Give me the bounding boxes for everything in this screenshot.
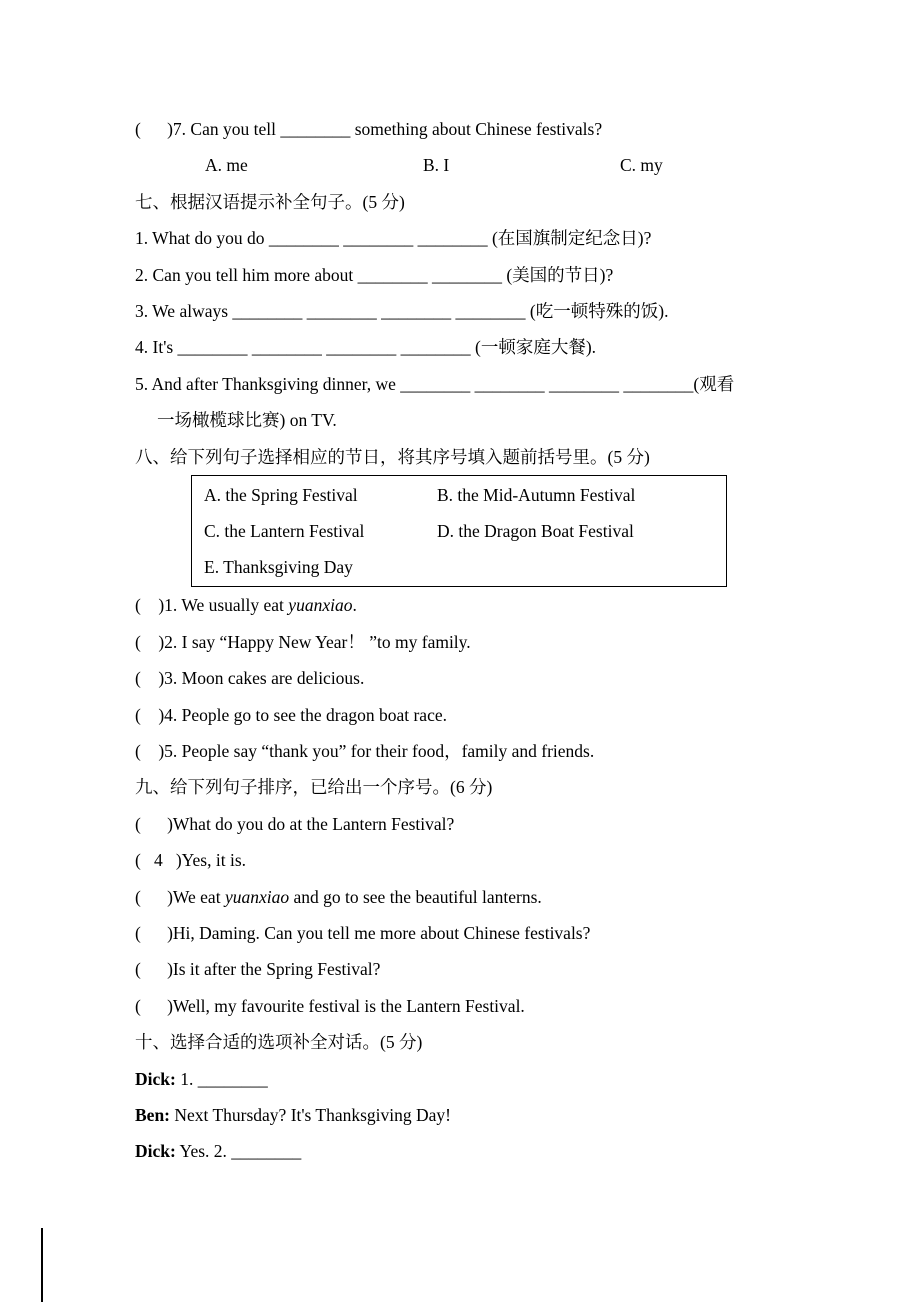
section-9-heading: 九、给下列句子排序，已给出一个序号。(6 分): [135, 777, 493, 798]
question-7-option-c: C. my: [620, 155, 663, 176]
section-7-item-1: 1. What do you do ________ ________ ________ (在国旗制定纪念日)?: [135, 228, 652, 249]
dialogue-1-text: 1. ________: [175, 1068, 268, 1089]
section-9-item-2: ( 4 )Yes, it is.: [135, 850, 247, 871]
section-9-item-3-text: ( )We eat: [135, 886, 225, 907]
dialogue-3-speaker: Dick:: [135, 1141, 176, 1162]
dialogue-2-text: Next Thursday? It's Thanksgiving Day!: [170, 1104, 451, 1125]
section-7-item-3: 3. We always ________ ________ ________ ________ (吃一顿特殊的饭).: [135, 300, 669, 321]
yuanxiao-italic-2: yuanxiao: [224, 886, 290, 907]
section-8-item-4: ( )4. People go to see the dragon boat race.: [135, 704, 447, 725]
section-9-item-5: ( )Is it after the Spring Festival?: [135, 959, 381, 980]
section-7-item-2: 2. Can you tell him more about ________ ________ (美国的节日)?: [135, 264, 614, 285]
section-9-item-1: ( )What do you do at the Lantern Festival?: [135, 813, 455, 834]
page-edge-line: [41, 1228, 43, 1302]
section-8-item-3: ( )3. Moon cakes are delicious.: [135, 668, 365, 689]
section-9-item-3: [135, 879, 920, 915]
section-8-item-5: ( )5. People say “thank you” for their food，family and friends.: [135, 741, 595, 762]
dialogue-3-text: Yes. 2. ________: [175, 1141, 302, 1162]
section-8-item-1: [135, 587, 920, 623]
section-7-item-4: 4. It's ________ ________ ________ ________ (一顿家庭大餐).: [135, 337, 597, 358]
festival-option-c: C. the Lantern Festival: [204, 521, 365, 542]
question-7-option-b: B. I: [423, 155, 450, 176]
festival-option-b: B. the Mid-Autumn Festival: [437, 484, 636, 505]
section-8-heading: 八、给下列句子选择相应的节日，将其序号填入题前括号里。(5 分): [135, 446, 650, 467]
section-8-item-1-punct: .: [352, 595, 357, 616]
question-7-option-a: A. me: [205, 155, 248, 176]
section-8-item-1-text: ( )1. We usually eat: [135, 595, 289, 616]
section-10-heading: 十、选择合适的选项补全对话。(5 分): [135, 1032, 423, 1053]
festival-options-box: [191, 475, 727, 588]
festival-option-e: E. Thanksgiving Day: [204, 557, 353, 578]
dialogue-line-1: [135, 1061, 920, 1097]
festival-option-a: A. the Spring Festival: [204, 484, 358, 505]
section-9-item-4: ( )Hi, Daming. Can you tell me more about Chinese festivals?: [135, 922, 591, 943]
question-7-options: [135, 147, 920, 183]
festival-options-row-1: [204, 477, 726, 513]
exam-page: [135, 111, 920, 1170]
section-7-item-5-continuation: 一场橄榄球比赛) on TV.: [157, 410, 337, 431]
section-9-item-3-rest: and go to see the beautiful lanterns.: [289, 886, 542, 907]
dialogue-2-speaker: Ben:: [135, 1104, 170, 1125]
festival-options-row-3: [204, 549, 726, 585]
section-9-item-6: ( )Well, my favourite festival is the Lantern Festival.: [135, 995, 525, 1016]
section-7-item-5: 5. And after Thanksgiving dinner, we ________ ________ ________ ________(观看: [135, 373, 735, 394]
yuanxiao-italic-1: yuanxiao: [288, 595, 353, 616]
dialogue-1-speaker: Dick:: [135, 1068, 176, 1089]
festival-options-row-2: [204, 513, 726, 549]
section-8-item-2: ( )2. I say “Happy New Year！ ”to my family.: [135, 631, 471, 652]
dialogue-line-2: [135, 1097, 920, 1133]
question-7: ( )7. Can you tell ________ something about Chinese festivals?: [135, 119, 603, 139]
section-7-heading: 七、根据汉语提示补全句子。(5 分): [135, 191, 405, 212]
festival-option-d: D. the Dragon Boat Festival: [437, 521, 634, 542]
dialogue-line-3: [135, 1133, 920, 1169]
